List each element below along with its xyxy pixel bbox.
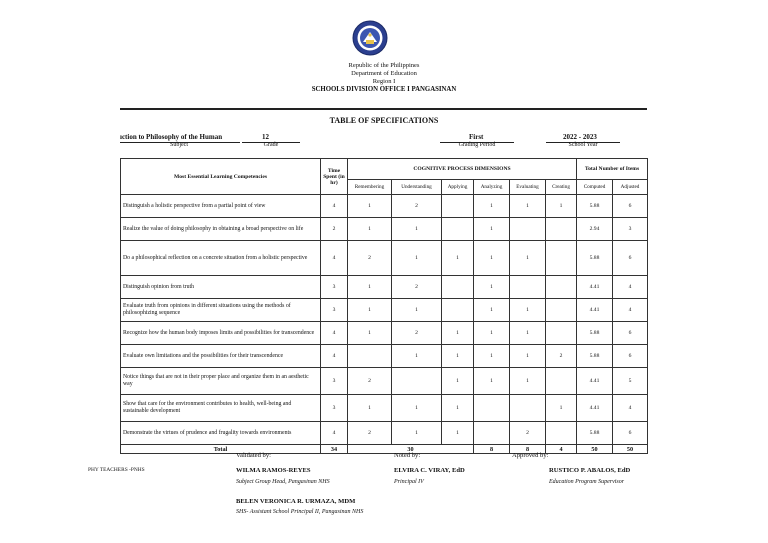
cell-creating: 1	[546, 395, 577, 422]
cell-competency: Show that care for the environment contributes to health, well-being and sustainable development	[121, 395, 321, 422]
cell-remembering	[348, 345, 392, 368]
cell-computed: 4.41	[577, 276, 613, 299]
cell-creating	[546, 299, 577, 322]
approved-name: RUSTICO P. ABALOS, EdD	[549, 467, 631, 474]
cell-applying: 1	[442, 395, 474, 422]
cell-evaluating: 1	[510, 368, 546, 395]
cell-adjusted: 6	[613, 422, 648, 445]
table-row	[121, 322, 648, 345]
subheader-computed: Computed	[577, 180, 613, 195]
cell-understanding: 1	[392, 241, 442, 276]
cell-evaluating: 1	[510, 322, 546, 345]
header-divider	[120, 108, 647, 110]
total-label: Total	[121, 445, 321, 454]
cell-understanding: 1	[392, 395, 442, 422]
period-value: First	[469, 133, 484, 141]
cell-applying	[442, 276, 474, 299]
cell-analyzing: 1	[474, 345, 510, 368]
cell-computed: 5.88	[577, 322, 613, 345]
cell-competency: Notice things that are not in their proper place and organize them in an aesthetic way	[121, 368, 321, 395]
cell-evaluating: 1	[510, 299, 546, 322]
cell-creating	[546, 422, 577, 445]
cell-evaluating: 1	[510, 241, 546, 276]
total-analyzing: 8	[474, 445, 510, 454]
cell-adjusted: 4	[613, 395, 648, 422]
document-title: TABLE OF SPECIFICATIONS	[329, 116, 439, 125]
cell-computed: 5.88	[577, 195, 613, 218]
cell-understanding: 1	[392, 422, 442, 445]
cell-understanding: 1	[392, 218, 442, 241]
validated-label: Validated by:	[236, 452, 271, 459]
cell-analyzing: 1	[474, 276, 510, 299]
asst-principal-name: BELEN VERONICA R. URMAZA, MDM	[236, 498, 356, 505]
cell-adjusted: 5	[613, 368, 648, 395]
subheader-adjusted: Adjusted	[613, 180, 648, 195]
table-total-row	[121, 445, 648, 454]
cell-evaluating: 1	[510, 195, 546, 218]
cell-competency: Demonstrate the virtues of prudence and frugality towards environments	[121, 422, 321, 445]
header-time-spent: Time Spent (in hr)	[321, 159, 348, 195]
cell-applying	[442, 218, 474, 241]
cell-evaluating: 2	[510, 422, 546, 445]
cell-computed: 4.41	[577, 395, 613, 422]
cell-evaluating	[510, 218, 546, 241]
table-row	[121, 276, 648, 299]
year-label: School Year	[568, 142, 598, 148]
subheader-analyzing: Analyzing	[474, 180, 510, 195]
specifications-table	[120, 158, 648, 454]
cell-creating	[546, 322, 577, 345]
cell-understanding: 2	[392, 276, 442, 299]
table-row	[121, 422, 648, 445]
cell-applying: 1	[442, 241, 474, 276]
table-row	[121, 395, 648, 422]
approved-title: Education Program Supervisor	[549, 479, 625, 485]
prepared-by-fragment: PHY TEACHERS -PNHS	[88, 467, 145, 473]
cell-computed: 2.94	[577, 218, 613, 241]
cell-remembering: 1	[348, 195, 392, 218]
cell-creating	[546, 276, 577, 299]
cell-time: 4	[321, 195, 348, 218]
cell-analyzing: 1	[474, 241, 510, 276]
cell-remembering: 1	[348, 276, 392, 299]
cell-applying: 1	[442, 422, 474, 445]
cell-applying: 1	[442, 322, 474, 345]
cell-remembering: 2	[348, 368, 392, 395]
cell-creating	[546, 241, 577, 276]
cell-applying: 1	[442, 345, 474, 368]
subheader-creating: Creating	[546, 180, 577, 195]
cell-competency: Do a philosophical reflection on a concrete situation from a holistic perspective	[121, 241, 321, 276]
year-value: 2022 - 2023	[563, 133, 597, 141]
table-row	[121, 195, 648, 218]
cell-remembering: 1	[348, 218, 392, 241]
total-time: 34	[321, 445, 348, 454]
cell-computed: 5.88	[577, 241, 613, 276]
period-label: Grading Period	[458, 142, 496, 148]
cell-adjusted: 3	[613, 218, 648, 241]
cell-applying: 1	[442, 368, 474, 395]
asst-principal-title: SHS- Assistant School Principal II, Pangasinan NHS	[236, 509, 364, 515]
total-evaluating: 8	[510, 445, 546, 454]
cell-remembering: 1	[348, 299, 392, 322]
cell-competency: Realize the value of doing philosophy in obtaining a broad perspective on life	[121, 218, 321, 241]
cell-time: 4	[321, 422, 348, 445]
header-competencies: Most Essential Learning Competencies	[121, 159, 321, 195]
cell-computed: 5.88	[577, 422, 613, 445]
cell-evaluating	[510, 276, 546, 299]
subheader-evaluating: Evaluating	[510, 180, 546, 195]
cell-competency: Distinguish opinion from truth	[121, 276, 321, 299]
cell-analyzing: 1	[474, 195, 510, 218]
header-division	[0, 86, 768, 94]
cell-time: 4	[321, 322, 348, 345]
cell-applying	[442, 299, 474, 322]
cell-creating	[546, 368, 577, 395]
subheader-remembering: Remembering	[348, 180, 392, 195]
table-header-row	[121, 159, 648, 180]
cell-time: 3	[321, 368, 348, 395]
cell-time: 3	[321, 276, 348, 299]
grade-value: 12	[262, 133, 269, 141]
header-region: Region I	[372, 78, 396, 85]
cell-understanding: 1	[392, 299, 442, 322]
cell-understanding: 2	[392, 195, 442, 218]
noted-label: Noted by:	[394, 452, 421, 459]
cell-time: 4	[321, 241, 348, 276]
cell-adjusted: 4	[613, 276, 648, 299]
cell-analyzing: 1	[474, 368, 510, 395]
subject-label: Subject	[170, 142, 188, 148]
cell-time: 3	[321, 395, 348, 422]
cell-adjusted: 6	[613, 322, 648, 345]
noted-title: Principal IV	[394, 479, 424, 485]
validated-title: Subject Group Head, Pangasinan NHS	[236, 479, 330, 485]
cell-time: 3	[321, 299, 348, 322]
cell-applying	[442, 195, 474, 218]
cell-understanding: 1	[392, 345, 442, 368]
grade-label: Grade	[263, 142, 279, 148]
total-rem-und-app: 30	[348, 445, 474, 454]
total-adjusted: 50	[613, 445, 648, 454]
cell-analyzing: 1	[474, 218, 510, 241]
table-row	[121, 241, 648, 276]
cell-adjusted: 6	[613, 195, 648, 218]
cell-analyzing: 1	[474, 322, 510, 345]
table-row	[121, 218, 648, 241]
deped-seal-logo	[352, 20, 388, 56]
total-computed: 50	[577, 445, 613, 454]
header-division-text: SCHOOLS DIVISION OFFICE I PANGASINAN	[311, 86, 457, 93]
cell-creating: 2	[546, 345, 577, 368]
header-department: Department of Education	[351, 70, 417, 77]
cell-understanding	[392, 368, 442, 395]
cell-evaluating	[510, 395, 546, 422]
header-cognitive: COGNITIVE PROCESS DIMENSIONS	[348, 159, 577, 180]
cell-adjusted: 6	[613, 345, 648, 368]
cell-adjusted: 4	[613, 299, 648, 322]
total-creating: 4	[546, 445, 577, 454]
cell-remembering: 2	[348, 422, 392, 445]
header-total-items: Total Number of Items	[577, 159, 648, 180]
cell-understanding: 2	[392, 322, 442, 345]
table-row	[121, 345, 648, 368]
cell-remembering: 1	[348, 395, 392, 422]
cell-remembering: 1	[348, 322, 392, 345]
cell-competency: Evaluate own limitations and the possibilities for their transcendence	[121, 345, 321, 368]
cell-analyzing: 1	[474, 299, 510, 322]
noted-name: ELVIRA C. VIRAY, EdD	[394, 467, 465, 474]
subject-value: ıction to Philosophy of the Human	[120, 133, 223, 141]
cell-computed: 5.88	[577, 345, 613, 368]
cell-competency: Recognize how the human body imposes limits and possibilities for transcendence	[121, 322, 321, 345]
cell-remembering: 2	[348, 241, 392, 276]
table-row	[121, 368, 648, 395]
cell-computed: 4.41	[577, 368, 613, 395]
cell-analyzing	[474, 395, 510, 422]
cell-competency: Evaluate truth from opinions in different situations using the methods of philosophizing sequence	[121, 299, 321, 322]
cell-computed: 4.41	[577, 299, 613, 322]
cell-analyzing	[474, 422, 510, 445]
subheader-understanding: Understanding	[392, 180, 442, 195]
cell-adjusted: 6	[613, 241, 648, 276]
approved-label: Approved by:	[512, 452, 549, 459]
cell-creating: 1	[546, 195, 577, 218]
cell-time: 4	[321, 345, 348, 368]
header-republic: Republic of the Philippines	[348, 62, 420, 69]
cell-competency: Distinguish a holistic perspective from a partial point of view	[121, 195, 321, 218]
cell-evaluating: 1	[510, 345, 546, 368]
table-row	[121, 299, 648, 322]
cell-time: 2	[321, 218, 348, 241]
subheader-applying: Applying	[442, 180, 474, 195]
cell-creating	[546, 218, 577, 241]
validated-name: WILMA RAMOS-REYES	[236, 467, 311, 474]
